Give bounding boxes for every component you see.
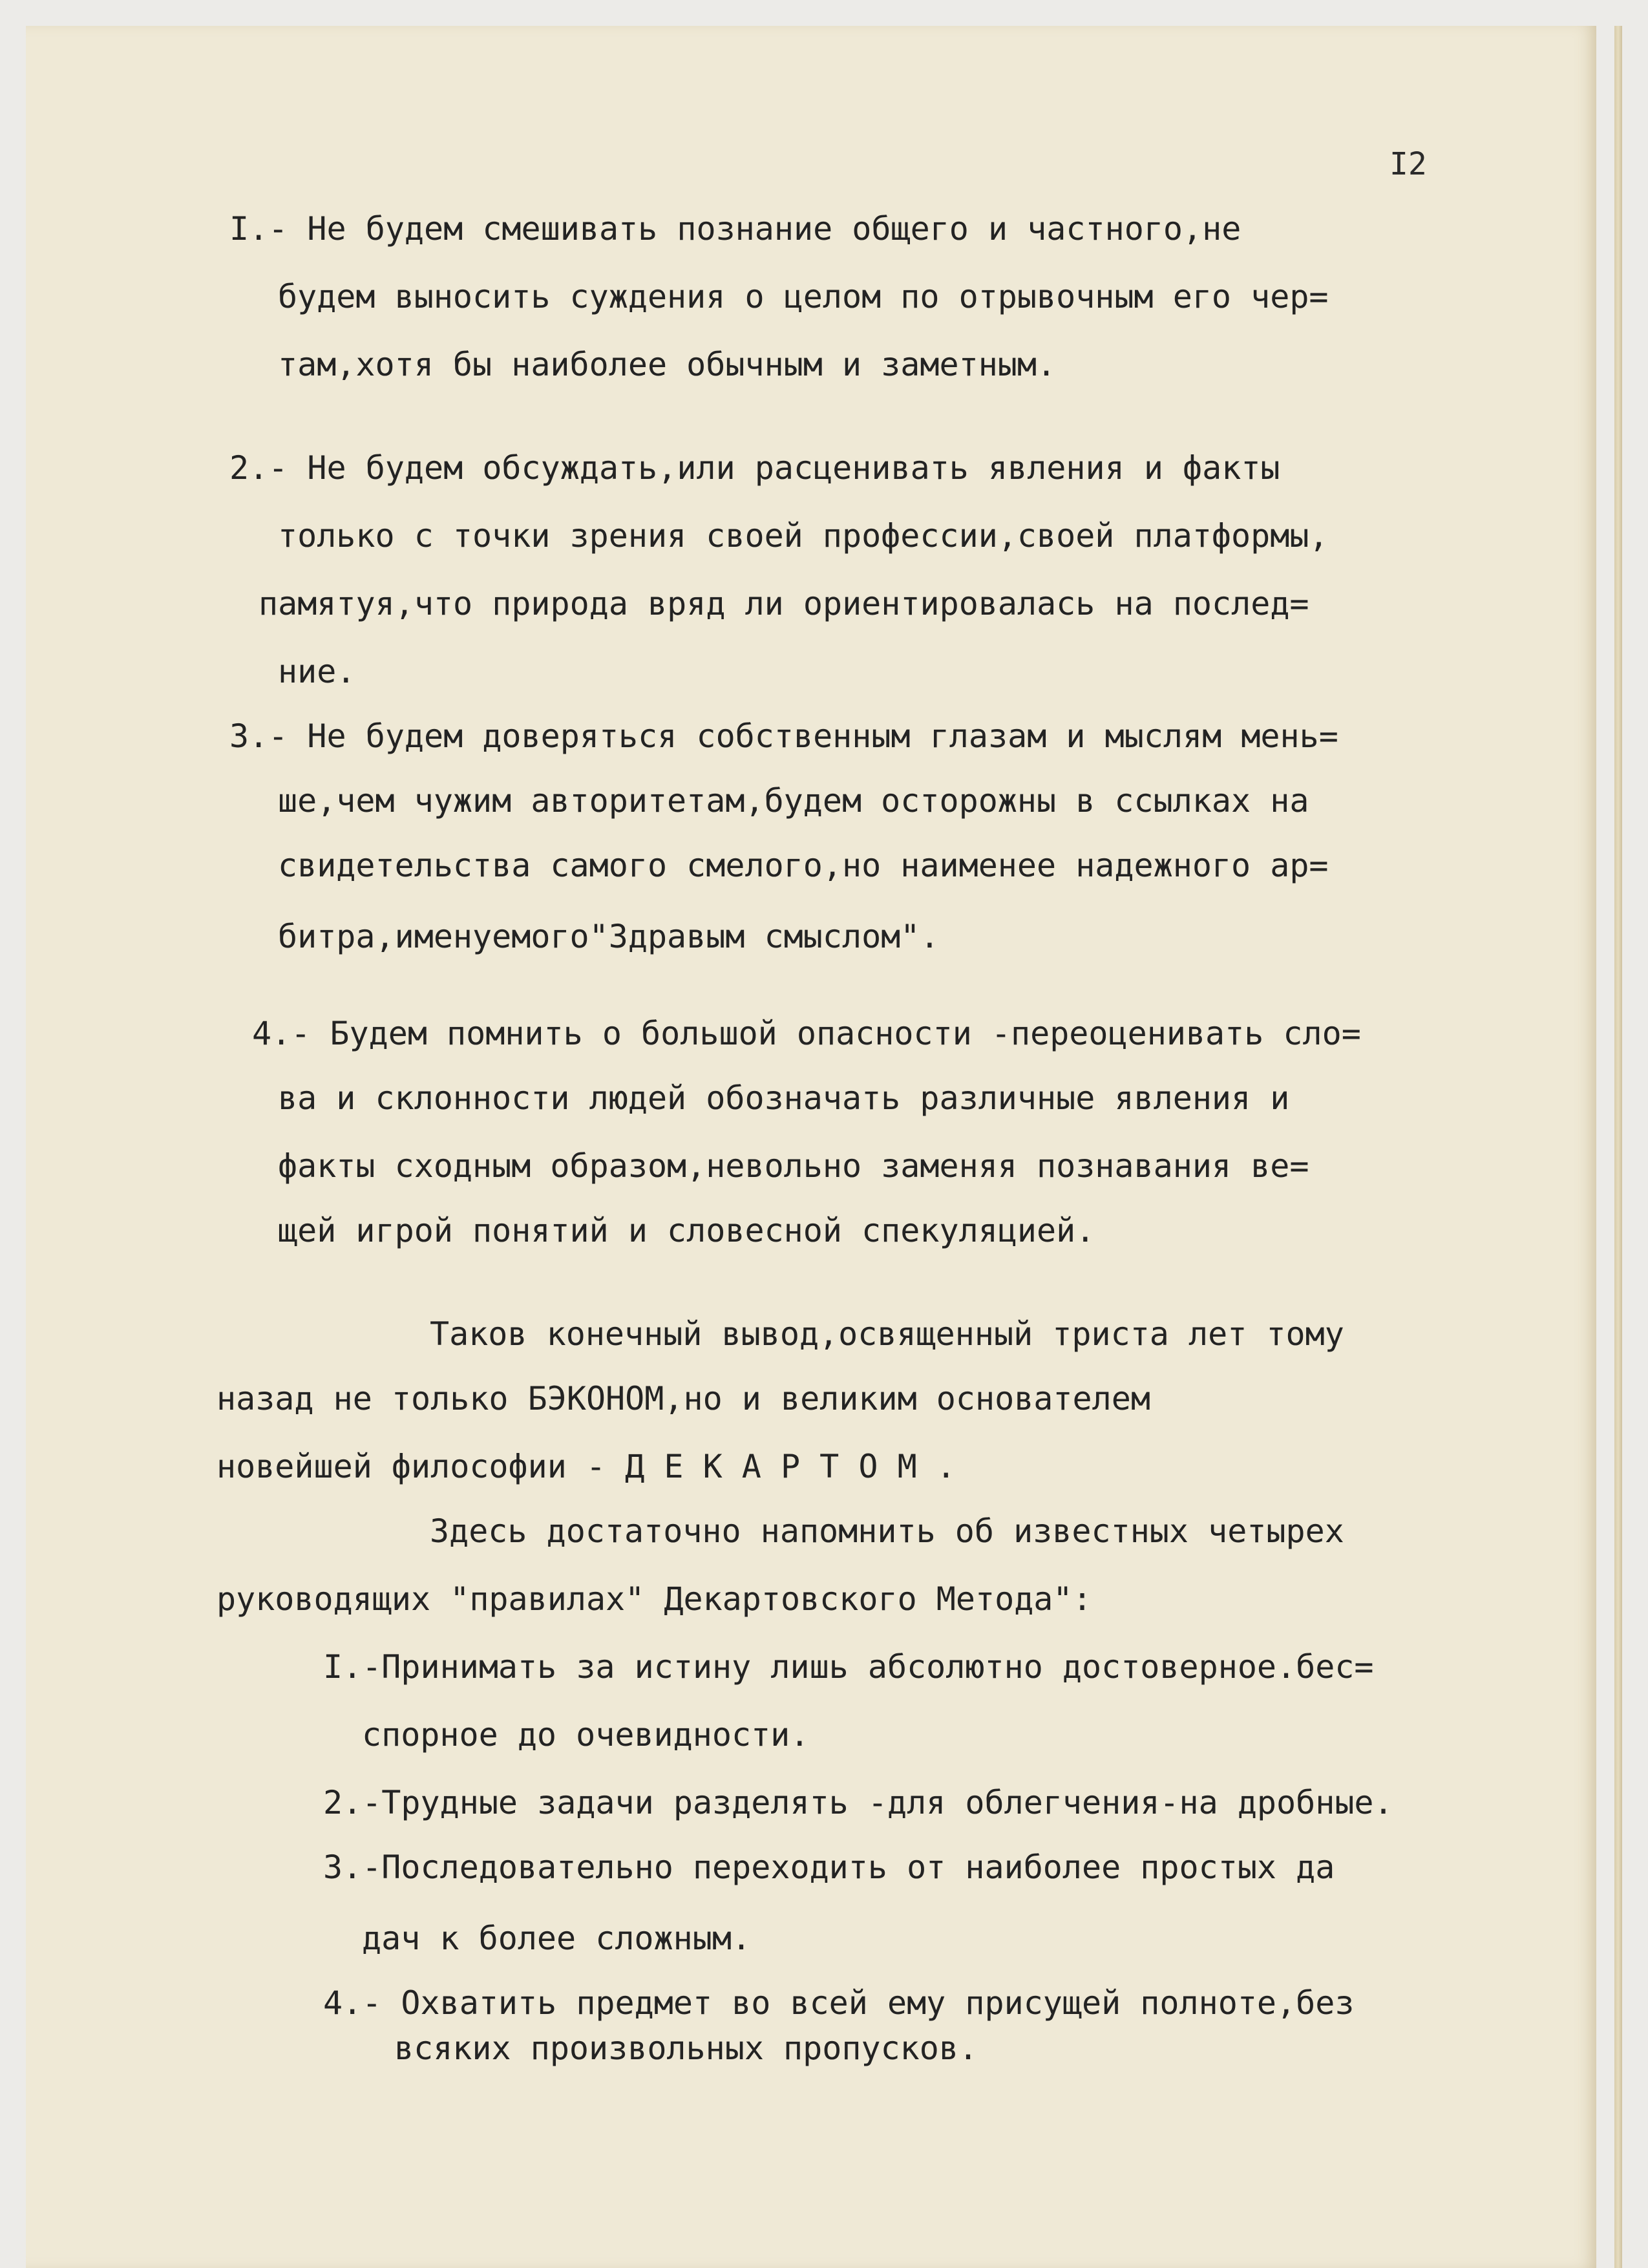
text-line: 4.- Охватить предмет во всей ему присущей полноте,без [323,1984,1355,2022]
text-line: ва и склонности людей обозначать различные явления и [278,1079,1290,1117]
text-line: 2.- Не будем обсуждать,или расценивать явления и факты [229,449,1280,487]
text-line: ше,чем чужим авторитетам,будем осторожны в ссылках на [278,782,1309,820]
text-line: битра,именуемого"Здравым смыслом". [278,918,940,955]
text-line: руководящих "правилах" Декартовского Метода": [217,1580,1092,1618]
text-line: щей игрой понятий и словесной спекуляцией. [278,1212,1095,1249]
text-line: Здесь достаточно напомнить об известных четырех [430,1512,1344,1550]
text-line: всяких произвольных пропусков. [394,2030,978,2067]
paper-edge [1614,26,1622,2268]
text-line: Таков конечный вывод,освященный триста лет тому [430,1315,1344,1353]
text-line: там,хотя бы наиболее обычным и заметным. [278,346,1057,383]
text-line: 4.- Будем помнить о большой опасности -переоценивать сло= [252,1015,1361,1052]
text-line: 3.-Последовательно переходить от наиболее простых да [323,1849,1335,1886]
text-line: 3.- Не будем доверяться собственным глазам и мыслям мень= [229,717,1338,755]
text-line: будем выносить суждения о целом по отрывочным его чер= [278,278,1329,315]
text-line: только с точки зрения своей профессии,своей платформы, [278,517,1329,555]
text-line: I.-Принимать за истину лишь абсолютно достоверное.бес= [323,1648,1374,1686]
text-line: I.- Не будем смешивать познание общего и частного,не [229,210,1241,248]
text-line: 2.-Трудные задачи разделять -для облегчения-на дробные. [323,1784,1393,1821]
text-line: свидетельства самого смелого,но наименее надежного ар= [278,847,1329,884]
page-number: I2 [1389,146,1427,182]
text-line: ние. [278,653,356,690]
text-line: памятуя,что природа вряд ли ориентировалась на послед= [259,585,1309,622]
text-line: дач к более сложным. [362,1920,752,1957]
text-line: факты сходным образом,невольно заменяя познавания ве= [278,1147,1309,1185]
text-line: назад не только БЭКОНОМ,но и великим основателем [217,1380,1150,1417]
text-line: спорное до очевидности. [362,1716,810,1754]
text-line: новейшей философии - Д Е К А Р Т О М . [217,1448,956,1485]
